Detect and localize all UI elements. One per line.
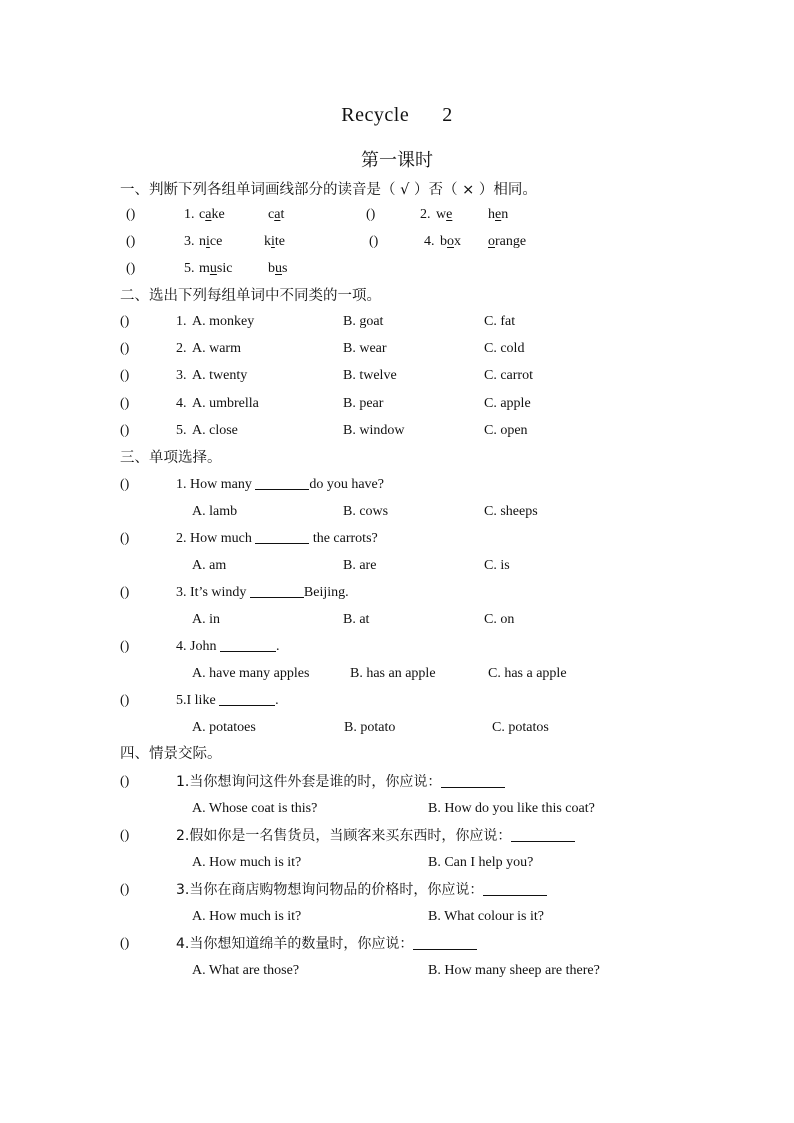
- s4-question-1: [0, 771, 794, 793]
- fill-blank[interactable]: [220, 637, 276, 652]
- question-text: 3.当你在商店购物想询问物品的价格时，你应说：: [176, 879, 547, 901]
- answer-bracket[interactable]: (): [120, 882, 130, 897]
- option-b: B. goat: [343, 314, 384, 329]
- s2-row-3: [0, 365, 794, 387]
- option-a: A. twenty: [192, 368, 248, 383]
- item-number: 3.: [176, 368, 187, 383]
- answer-bracket[interactable]: (): [120, 396, 130, 411]
- s4-question-3: [0, 879, 794, 901]
- answer-bracket[interactable]: (): [366, 207, 376, 222]
- s2-row-4: [0, 393, 794, 415]
- answer-bracket[interactable]: (): [120, 368, 130, 383]
- s3-question-3: [0, 582, 794, 604]
- s1-row-2: [0, 231, 794, 253]
- option-a: A. am: [192, 558, 227, 573]
- word-2: orange: [488, 234, 527, 249]
- answer-bracket[interactable]: (): [126, 234, 136, 249]
- option-c: C. is: [484, 558, 510, 573]
- s3-question-4: [0, 636, 794, 658]
- section2-heading: 二、选出下列每组单词中不同类的一项。: [120, 288, 381, 304]
- option-a: A. warm: [192, 341, 241, 356]
- answer-bracket[interactable]: (): [120, 585, 130, 600]
- option-b: B. wear: [343, 341, 387, 356]
- item-number: 2.: [176, 341, 187, 356]
- fill-blank[interactable]: [483, 881, 547, 896]
- fill-blank[interactable]: [441, 773, 505, 788]
- option-b: B. How many sheep are there?: [428, 963, 600, 978]
- s3-options-4: [0, 663, 794, 685]
- word-1: cake: [199, 207, 225, 222]
- option-b: B. What colour is it?: [428, 909, 544, 924]
- s4-question-2: [0, 825, 794, 847]
- question-text: 1.当你想询问这件外套是谁的时，你应说：: [176, 771, 505, 793]
- item-number: 1.: [184, 207, 195, 222]
- option-b: B. at: [343, 612, 370, 627]
- option-c: C. has a apple: [488, 666, 567, 681]
- answer-bracket[interactable]: (): [120, 936, 130, 951]
- s3-question-1: [0, 474, 794, 496]
- option-a: A. lamb: [192, 504, 238, 519]
- word-1: music: [199, 261, 233, 276]
- item-number: 4.: [424, 234, 435, 249]
- fill-blank[interactable]: [255, 529, 309, 544]
- s1-row-3: [0, 258, 794, 280]
- answer-bracket[interactable]: (): [120, 423, 130, 438]
- answer-bracket[interactable]: (): [120, 774, 130, 789]
- question-text: 2.假如你是一名售货员，当顾客来买东西时，你应说：: [176, 825, 575, 847]
- item-number: 2.: [420, 207, 431, 222]
- option-a: A. have many apples: [192, 666, 310, 681]
- option-a: A. How much is it?: [192, 909, 302, 924]
- s4-options-3: [0, 906, 794, 928]
- answer-bracket[interactable]: (): [120, 314, 130, 329]
- option-c: C. open: [484, 423, 528, 438]
- option-b: B. has an apple: [350, 666, 436, 681]
- s3-options-2: [0, 555, 794, 577]
- item-number: 5.: [184, 261, 195, 276]
- option-c: C. fat: [484, 314, 516, 329]
- question-text: 4. John .: [176, 639, 280, 654]
- title-word: Recycle: [341, 104, 410, 126]
- s4-options-1: [0, 798, 794, 820]
- fill-blank[interactable]: [219, 691, 275, 706]
- title-number: 2: [442, 104, 453, 126]
- s3-options-3: [0, 609, 794, 631]
- s4-options-2: [0, 852, 794, 874]
- s2-row-1: [0, 311, 794, 333]
- option-b: B. pear: [343, 396, 384, 411]
- option-c: C. apple: [484, 396, 531, 411]
- answer-bracket[interactable]: (): [369, 234, 379, 249]
- option-a: A. potatoes: [192, 720, 256, 735]
- option-c: C. on: [484, 612, 515, 627]
- answer-bracket[interactable]: (): [120, 531, 130, 546]
- fill-blank[interactable]: [511, 827, 575, 842]
- word-2: hen: [488, 207, 509, 222]
- option-b: B. Can I help you?: [428, 855, 534, 870]
- question-text: 2. How much the carrots?: [176, 531, 378, 546]
- option-a: A. umbrella: [192, 396, 259, 411]
- s3-options-1: [0, 501, 794, 523]
- fill-blank[interactable]: [250, 583, 304, 598]
- option-a: A. How much is it?: [192, 855, 302, 870]
- item-number: 1.: [176, 314, 187, 329]
- answer-bracket[interactable]: (): [120, 828, 130, 843]
- s3-question-2: [0, 528, 794, 550]
- lesson-subtitle: 第一课时: [361, 150, 433, 171]
- option-a: A. in: [192, 612, 220, 627]
- word-1: we: [436, 207, 453, 222]
- option-b: B. twelve: [343, 368, 397, 383]
- option-a: A. What are those?: [192, 963, 300, 978]
- question-text: 1. How many do you have?: [176, 477, 384, 492]
- option-b: B. cows: [343, 504, 389, 519]
- section1-heading: 一、判断下列各组单词画线部分的读音是（ √ ）否（ × ）相同。: [120, 182, 537, 198]
- s2-row-2: [0, 338, 794, 360]
- answer-bracket[interactable]: (): [120, 639, 130, 654]
- s3-options-5: [0, 717, 794, 739]
- option-b: B. window: [343, 423, 405, 438]
- option-b: B. are: [343, 558, 377, 573]
- item-number: 4.: [176, 396, 187, 411]
- answer-bracket[interactable]: (): [120, 341, 130, 356]
- option-c: C. cold: [484, 341, 525, 356]
- option-c: C. potatos: [492, 720, 549, 735]
- word-1: box: [440, 234, 461, 249]
- option-a: A. monkey: [192, 314, 255, 329]
- word-2: kite: [264, 234, 285, 249]
- s3-question-5: [0, 690, 794, 712]
- item-number: 5.: [176, 423, 187, 438]
- option-b: B. How do you like this coat?: [428, 801, 595, 816]
- answer-bracket[interactable]: (): [126, 261, 136, 276]
- option-a: A. close: [192, 423, 238, 438]
- question-text: 5.I like .: [176, 693, 279, 708]
- word-2: bus: [268, 261, 288, 276]
- answer-bracket[interactable]: (): [126, 207, 136, 222]
- answer-bracket[interactable]: (): [120, 693, 130, 708]
- section3-heading: 三、单项选择。: [120, 450, 222, 466]
- answer-bracket[interactable]: (): [120, 477, 130, 492]
- s1-row-1: [0, 204, 794, 226]
- s4-question-4: [0, 933, 794, 955]
- word-1: nice: [199, 234, 223, 249]
- question-text: 4.当你想知道绵羊的数量时，你应说：: [176, 933, 477, 955]
- s2-row-5: [0, 420, 794, 442]
- question-text: 3. It’s windy Beijing.: [176, 585, 349, 600]
- fill-blank[interactable]: [413, 935, 477, 950]
- option-b: B. potato: [344, 720, 396, 735]
- page-title: [0, 104, 794, 127]
- s4-options-4: [0, 960, 794, 982]
- option-a: A. Whose coat is this?: [192, 801, 318, 816]
- item-number: 3.: [184, 234, 195, 249]
- fill-blank[interactable]: [255, 475, 309, 490]
- word-2: cat: [268, 207, 285, 222]
- option-c: C. carrot: [484, 368, 533, 383]
- section4-heading: 四、情景交际。: [120, 746, 222, 762]
- option-c: C. sheeps: [484, 504, 538, 519]
